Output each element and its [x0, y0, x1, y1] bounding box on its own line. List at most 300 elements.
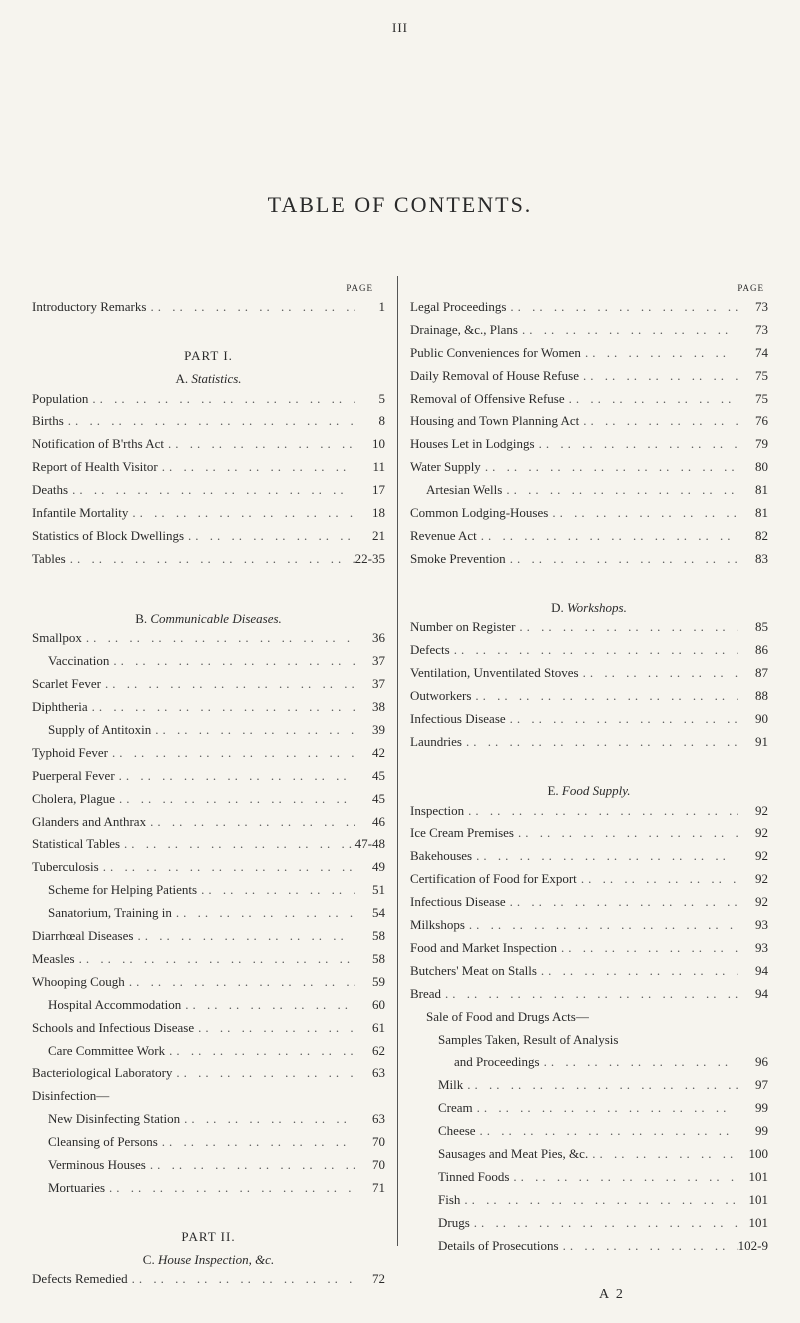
entry-label: Details of Prosecutions	[438, 1237, 559, 1253]
entry-label: Supply of Antitoxin	[48, 722, 152, 738]
leader-dots	[88, 699, 355, 715]
part-heading-2: PART II.	[181, 1228, 236, 1244]
entry-label: Artesian Wells	[426, 482, 503, 498]
entry-page: 36	[372, 630, 385, 646]
leader-dots	[64, 413, 355, 429]
leader-dots	[109, 653, 355, 669]
entry-label: Scarlet Fever	[32, 676, 101, 692]
entry-page: 82	[755, 527, 768, 543]
entry-label: Hospital Accommodation	[48, 996, 182, 1012]
entry-label: Smallpox	[32, 630, 82, 646]
entry-page: 96	[755, 1054, 768, 1070]
toc-entry[interactable]	[410, 642, 768, 665]
entry-page: 94	[755, 962, 768, 978]
entry-page: 93	[755, 939, 768, 955]
leader-dots	[509, 1169, 738, 1185]
leader-dots	[125, 974, 355, 990]
entry-page: 63	[372, 1111, 385, 1127]
leader-dots	[158, 459, 355, 475]
section-a-list	[32, 391, 385, 574]
entry-page: 85	[755, 619, 768, 635]
leader-dots	[559, 1238, 738, 1254]
toc-entry[interactable]	[32, 882, 385, 905]
leader-dots	[194, 1020, 355, 1036]
leader-dots	[115, 791, 355, 807]
toc-entry[interactable]	[32, 436, 385, 459]
leader-dots	[115, 768, 355, 784]
toc-heading-sale: Sale of Food and Drugs Acts—	[426, 1008, 589, 1024]
entry-label: Whooping Cough	[32, 973, 125, 989]
entry-label: Cholera, Plague	[32, 790, 116, 806]
toc-entry[interactable]	[32, 459, 385, 482]
leader-dots	[68, 482, 355, 498]
leader-dots	[462, 734, 738, 750]
leader-dots	[197, 882, 355, 898]
toc-entry[interactable]	[32, 722, 385, 745]
toc-entry[interactable]	[32, 951, 385, 974]
toc-entry[interactable]	[32, 528, 385, 551]
section-d-list	[410, 619, 768, 756]
entry-label: Births	[32, 413, 64, 429]
entry-page: 92	[755, 894, 768, 910]
entry-label: Drainage, &c., Plans	[410, 321, 518, 337]
entry-label: Drugs	[438, 1214, 470, 1230]
entry-label: Cream	[438, 1100, 473, 1116]
entry-label: Scheme for Helping Patients	[48, 882, 198, 898]
page-title: TABLE OF CONTENTS.	[267, 192, 533, 217]
leader-dots	[506, 551, 738, 567]
entry-page: 75	[755, 367, 768, 383]
entry-page: 79	[755, 436, 768, 452]
toc-entry[interactable]	[410, 482, 768, 505]
toc-entry[interactable]	[410, 825, 768, 848]
toc-entry[interactable]	[410, 1146, 768, 1169]
entry-page: 8	[378, 413, 385, 429]
toc-entry[interactable]	[410, 1100, 768, 1123]
entry-page: 37	[372, 653, 385, 669]
entry-page: 81	[755, 505, 768, 521]
right-column	[410, 281, 768, 1260]
disinfection-list	[32, 1111, 385, 1203]
entry-page: 101	[748, 1214, 768, 1230]
entry-label: Water Supply	[410, 459, 481, 475]
entry-label: Infectious Disease	[410, 711, 506, 727]
entry-label: Milkshops	[410, 917, 465, 933]
toc-entry[interactable]	[32, 676, 385, 699]
leader-dots	[105, 1180, 355, 1196]
leader-dots	[470, 1215, 738, 1231]
entry-page: 60	[372, 996, 385, 1012]
entry-page: 88	[755, 688, 768, 704]
toc-entry[interactable]	[32, 905, 385, 928]
toc-entry[interactable]	[32, 482, 385, 505]
leader-dots	[535, 436, 738, 452]
leader-dots	[588, 1146, 738, 1162]
toc-entry[interactable]	[32, 745, 385, 768]
entry-label: Notification of B'rths Act	[32, 436, 164, 452]
leader-dots	[477, 528, 738, 544]
entry-label: Diphtheria	[32, 699, 88, 715]
leader-dots	[502, 482, 738, 498]
toc-entry[interactable]	[410, 688, 768, 711]
entry-page: 42	[372, 744, 385, 760]
toc-entry[interactable]	[410, 619, 768, 642]
toc-entry[interactable]	[32, 699, 385, 722]
toc-entry[interactable]	[32, 653, 385, 676]
entry-label: Bacteriological Laboratory	[32, 1065, 173, 1081]
toc-entry-proceedings[interactable]	[410, 1054, 768, 1077]
toc-entry[interactable]	[410, 551, 768, 574]
entry-label: Deaths	[32, 482, 69, 498]
entry-page: 46	[372, 813, 385, 829]
toc-entry[interactable]	[32, 859, 385, 882]
leader-dots	[581, 345, 738, 361]
entry-label: Puerperal Fever	[32, 767, 115, 783]
entry-label: Ventilation, Unventilated Stoves	[410, 665, 579, 681]
entry-label: Public Conveniences for Women	[410, 344, 581, 360]
toc-entry[interactable]	[32, 836, 385, 859]
toc-entry-intro[interactable]	[32, 299, 385, 322]
entry-label: Ice Cream Premises	[410, 825, 514, 841]
entry-label: Measles	[32, 950, 75, 966]
entry-label: Tuberculosis	[32, 859, 99, 875]
toc-entry[interactable]	[410, 1169, 768, 1192]
entry-page: 17	[372, 482, 385, 498]
leader-dots	[181, 997, 355, 1013]
entry-label: Bread	[410, 985, 442, 1001]
toc-entry[interactable]	[410, 459, 768, 482]
leader-dots	[481, 459, 738, 475]
section-c-list-right	[410, 299, 768, 574]
leader-dots	[464, 803, 738, 819]
toc-entry[interactable]	[410, 1192, 768, 1215]
entry-label: Glanders and Anthrax	[32, 813, 147, 829]
entry-page: 37	[372, 676, 385, 692]
section-heading-d: D. Workshops.	[551, 599, 627, 615]
entry-page: 90	[755, 711, 768, 727]
entry-page: 62	[372, 1042, 385, 1058]
entry-page: 102-9	[737, 1237, 768, 1253]
page-column-header: PAGE	[346, 283, 373, 293]
entry-page: 47-48	[354, 836, 385, 852]
entry-page: 63	[372, 1065, 385, 1081]
entry-page: 5	[378, 390, 385, 406]
entry-label: Vaccination	[48, 653, 110, 669]
section-heading-c: C. House Inspection, &c.	[142, 1251, 275, 1267]
leader-dots	[108, 745, 355, 761]
leader-dots	[506, 299, 738, 315]
entry-label: Tinned Foods	[438, 1168, 510, 1184]
leader-dots	[172, 905, 355, 921]
entry-label: Defects Remedied	[32, 1271, 128, 1287]
page-number: III	[392, 20, 408, 35]
section-b-list	[32, 630, 385, 1088]
leader-dots	[565, 391, 738, 407]
entry-label: Removal of Offensive Refuse	[410, 390, 565, 406]
entry-label: and Proceedings	[454, 1054, 540, 1070]
entry-label: Care Committee Work	[48, 1042, 166, 1058]
toc-entry[interactable]	[32, 997, 385, 1020]
toc-entry[interactable]	[410, 986, 768, 1009]
leader-dots	[557, 940, 738, 956]
entry-label: Houses Let in Lodgings	[410, 436, 535, 452]
leader-dots	[579, 413, 738, 429]
entry-page: 39	[372, 722, 385, 738]
part-heading: PART I.	[184, 347, 233, 363]
entry-page: 45	[372, 767, 385, 783]
toc-entry[interactable]	[410, 345, 768, 368]
toc-entry[interactable]	[32, 1157, 385, 1180]
leader-dots	[441, 986, 738, 1002]
entry-label: Bakehouses	[410, 848, 473, 864]
entry-page: 83	[755, 550, 768, 566]
leader-dots	[172, 1065, 355, 1081]
toc-entry[interactable]	[32, 1180, 385, 1203]
entry-page: 21	[372, 527, 385, 543]
leader-dots	[465, 917, 738, 933]
entry-label: Sausages and Meat Pies, &c.	[438, 1145, 589, 1161]
toc-entry[interactable]	[32, 1271, 385, 1294]
leader-dots	[460, 1192, 738, 1208]
section-heading-b: B. Communicable Diseases.	[135, 610, 282, 626]
entry-label: Smoke Prevention	[410, 550, 506, 566]
leader-dots	[471, 688, 738, 704]
entry-label: Daily Removal of House Refuse	[410, 367, 579, 383]
toc-entry[interactable]	[32, 814, 385, 837]
entry-page: 59	[372, 973, 385, 989]
entry-label: Introductory Remarks	[32, 299, 147, 314]
signature-mark: A 2	[599, 1287, 625, 1302]
entry-page: 75	[755, 390, 768, 406]
leader-dots	[506, 711, 738, 727]
entry-label: Mortuaries	[48, 1179, 106, 1195]
leader-dots	[88, 391, 355, 407]
leader-dots	[146, 299, 355, 315]
toc-entry[interactable]	[410, 894, 768, 917]
leader-dots	[133, 928, 355, 944]
entry-label: Fish	[438, 1191, 461, 1207]
toc-entry[interactable]	[32, 1134, 385, 1157]
leader-dots	[158, 1134, 355, 1150]
entry-label: Typhoid Fever	[32, 744, 108, 760]
leader-dots	[577, 871, 738, 887]
toc-entry[interactable]	[410, 940, 768, 963]
entry-page: 1	[378, 299, 385, 314]
entry-label: Sanatorium, Training in	[48, 905, 172, 921]
leader-dots	[537, 963, 738, 979]
entry-label: Tables	[32, 550, 66, 566]
leader-dots	[515, 619, 738, 635]
toc-entry[interactable]	[410, 1215, 768, 1238]
toc-entry[interactable]	[410, 848, 768, 871]
toc-entry[interactable]	[410, 803, 768, 826]
entry-page: 76	[755, 413, 768, 429]
entry-page: 71	[372, 1179, 385, 1195]
entry-page: 91	[755, 733, 768, 749]
leader-dots	[82, 630, 355, 646]
leader-dots	[548, 505, 738, 521]
leader-dots	[146, 1157, 355, 1173]
entry-label: Cleansing of Persons	[48, 1134, 158, 1150]
toc-entry[interactable]	[410, 871, 768, 894]
leader-dots	[540, 1054, 738, 1070]
toc-entry[interactable]	[32, 551, 385, 574]
entry-page: 11	[372, 459, 385, 475]
column-divider	[397, 276, 398, 1246]
toc-heading-disinfection: Disinfection—	[32, 1088, 110, 1104]
toc-entry[interactable]	[32, 768, 385, 791]
entry-page: 70	[372, 1156, 385, 1172]
entry-label: Inspection	[410, 802, 465, 818]
toc-entry[interactable]	[410, 413, 768, 436]
leader-dots	[66, 551, 355, 567]
leader-dots	[514, 825, 738, 841]
entry-page: 54	[372, 905, 385, 921]
leader-dots	[476, 1123, 738, 1139]
entry-page: 22-35	[354, 550, 385, 566]
entry-page: 10	[372, 436, 385, 452]
leader-dots	[579, 368, 738, 384]
toc-entry[interactable]	[32, 505, 385, 528]
entry-page: 87	[755, 665, 768, 681]
entry-page: 38	[372, 699, 385, 715]
toc-entry[interactable]	[410, 1123, 768, 1146]
leader-dots	[463, 1077, 738, 1093]
entry-label: Diarrhœal Diseases	[32, 928, 134, 944]
entry-label: Food and Market Inspection	[410, 939, 557, 955]
entry-page: 92	[755, 825, 768, 841]
entry-label: Statistical Tables	[32, 836, 121, 852]
leader-dots	[473, 1100, 738, 1116]
toc-entry[interactable]	[32, 974, 385, 997]
toc-entry[interactable]	[410, 528, 768, 551]
entry-page: 101	[748, 1168, 768, 1184]
entry-label: Statistics of Block Dwellings	[32, 527, 185, 543]
toc-entry[interactable]	[410, 711, 768, 734]
leader-dots	[472, 848, 738, 864]
entry-page: 99	[755, 1100, 768, 1116]
toc-entry[interactable]	[410, 322, 768, 345]
entry-page: 81	[755, 482, 768, 498]
toc-entry[interactable]	[32, 1020, 385, 1043]
toc-entry[interactable]	[32, 1111, 385, 1134]
entry-page: 45	[372, 790, 385, 806]
entry-label: Common Lodging-Houses	[410, 505, 549, 521]
entry-label: Revenue Act	[410, 527, 477, 543]
entry-page: 92	[755, 848, 768, 864]
toc-entry[interactable]	[410, 436, 768, 459]
toc-entry[interactable]	[410, 963, 768, 986]
toc-entry[interactable]	[32, 413, 385, 436]
leader-dots	[579, 665, 738, 681]
leader-dots	[99, 859, 355, 875]
left-column	[32, 281, 385, 1294]
entry-label: Cheese	[438, 1123, 476, 1139]
entry-page: 101	[748, 1191, 768, 1207]
toc-entry[interactable]	[410, 368, 768, 391]
entry-label: Infantile Mortality	[32, 505, 129, 521]
entry-label: Certification of Food for Export	[410, 871, 577, 887]
toc-entry[interactable]	[32, 791, 385, 814]
entry-page: 70	[372, 1134, 385, 1150]
entry-page: 18	[372, 505, 385, 521]
entry-label: Number on Register	[410, 619, 516, 635]
entry-page: 99	[755, 1123, 768, 1139]
section-heading-e: E. Food Supply.	[547, 782, 631, 798]
entry-page: 58	[372, 950, 385, 966]
toc-entry[interactable]	[410, 734, 768, 757]
toc-entry[interactable]	[410, 299, 768, 322]
entry-label: Butchers' Meat on Stalls	[410, 962, 537, 978]
leader-dots	[450, 642, 738, 658]
leader-dots	[151, 722, 355, 738]
entry-page: 49	[372, 859, 385, 875]
entry-page: 72	[372, 1271, 385, 1287]
entry-page: 86	[755, 642, 768, 658]
entry-page: 73	[755, 299, 768, 314]
section-e-list	[410, 803, 768, 1009]
entry-label: Laundries	[410, 733, 462, 749]
toc-entry[interactable]	[410, 1077, 768, 1100]
toc-entry[interactable]	[410, 665, 768, 688]
leader-dots	[101, 676, 355, 692]
leader-dots	[146, 814, 355, 830]
leader-dots	[128, 1271, 355, 1287]
entry-page: 58	[372, 928, 385, 944]
toc-entry[interactable]	[32, 1043, 385, 1066]
entry-label: Defects	[410, 642, 450, 658]
sale-list	[410, 1077, 768, 1260]
entry-label: Report of Health Visitor	[32, 459, 158, 475]
toc-entry[interactable]	[410, 1238, 768, 1261]
leader-dots	[75, 951, 355, 967]
leader-dots	[184, 528, 355, 544]
section-heading-a: A. Statistics.	[175, 370, 242, 386]
leader-dots	[164, 436, 355, 452]
entry-page: 93	[755, 917, 768, 933]
entry-page: 94	[755, 985, 768, 1001]
entry-label: Infectious Disease	[410, 894, 506, 910]
toc-entry[interactable]	[410, 917, 768, 940]
leader-dots	[120, 836, 355, 852]
toc-entry[interactable]	[410, 391, 768, 414]
leader-dots	[165, 1043, 355, 1059]
entry-label: Outworkers	[410, 688, 472, 704]
toc-entry[interactable]	[32, 928, 385, 951]
entry-page: 51	[372, 882, 385, 898]
toc-entry[interactable]	[410, 505, 768, 528]
toc-entry[interactable]	[32, 630, 385, 653]
toc-entry[interactable]	[32, 391, 385, 414]
leader-dots	[506, 894, 738, 910]
toc-entry[interactable]	[32, 1065, 385, 1088]
entry-label: Schools and Infectious Disease	[32, 1019, 195, 1035]
entry-label: Housing and Town Planning Act	[410, 413, 580, 429]
leader-dots	[128, 505, 355, 521]
entry-label: New Disinfecting Station	[48, 1111, 181, 1127]
leader-dots	[180, 1111, 355, 1127]
entry-page: 74	[755, 344, 768, 360]
entry-label: Verminous Houses	[48, 1156, 146, 1172]
entry-page: 100	[748, 1145, 768, 1161]
leader-dots	[518, 322, 738, 338]
entry-page: 97	[755, 1077, 768, 1093]
entry-page: 61	[372, 1019, 385, 1035]
entry-label: Population	[32, 390, 89, 406]
entry-label: Legal Proceedings	[410, 299, 507, 314]
section-c-list-left	[32, 1271, 385, 1294]
entry-page: 92	[755, 802, 768, 818]
